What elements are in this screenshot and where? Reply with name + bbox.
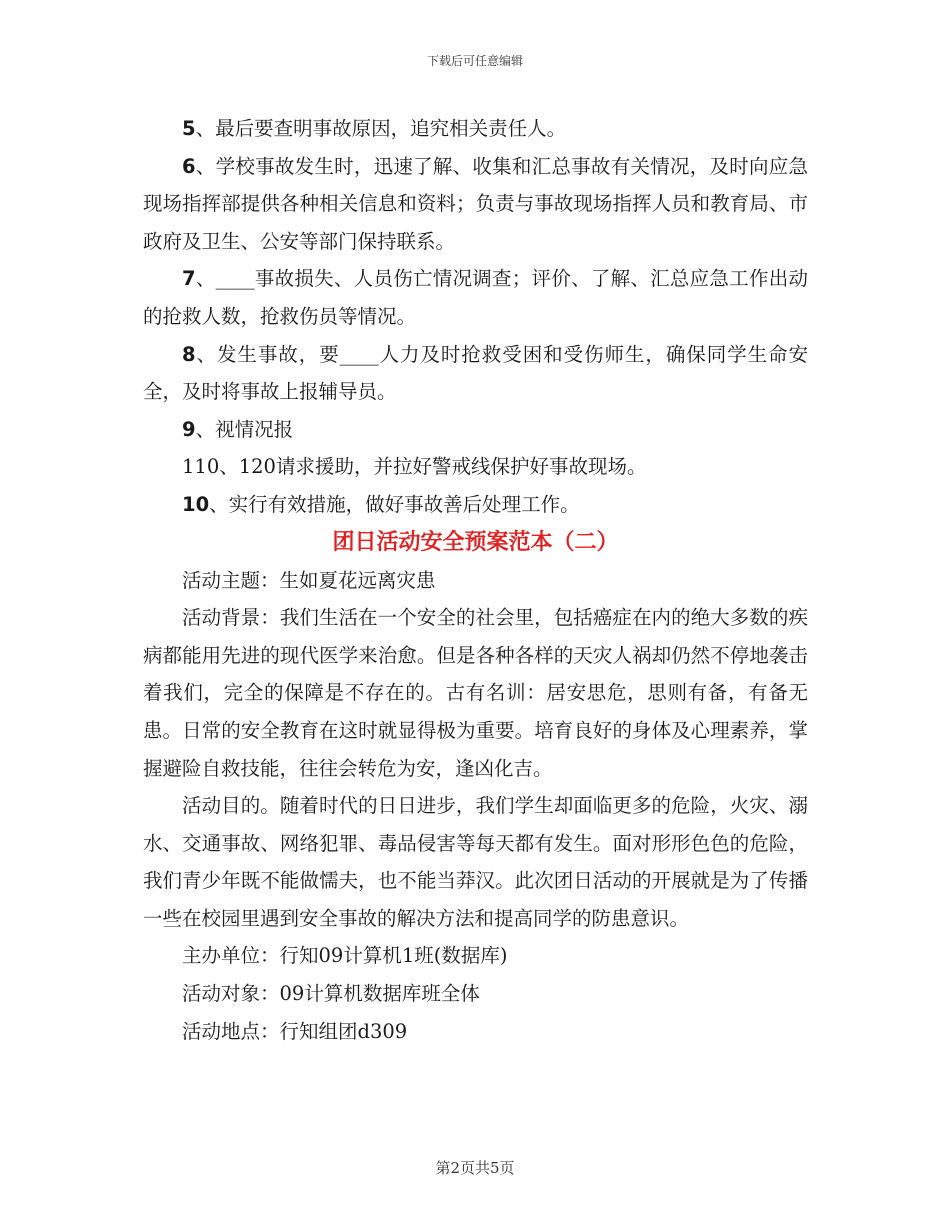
list-item [143,148,808,261]
emergency-numbers-line: 110、120请求援助，并拉好警戒线保护好事故现场。 [182,455,647,479]
page-number: 第2页共5页 [435,1159,515,1177]
item-number: 8 [182,342,196,366]
item-number: 9 [182,417,196,441]
list-item [143,260,808,335]
list-item [143,486,808,524]
item-text: 、发生事故，要____人力及时抢救受困和受伤师生，确保同学生命安全，及时将事故上报辅导员。 [143,342,808,404]
item-text: 、____事故损失、人员伤亡情况调查；评价、了解、汇总应急工作出动的抢救人数，抢救伤员等情况。 [143,267,808,328]
item-text: 、学校事故发生时，迅速了解、收集和汇总事故有关情况，及时向应急现场指挥部提供各种相关信息和资料；负责与事故现场指挥人员和教育局、市政府及卫生、公安等部门保持联系。 [143,154,808,253]
item-text: 、实行有效措施，做好事故善后处理工作。 [209,492,580,516]
activity-audience: 活动对象：09计算机数据库班全体 [182,982,480,1006]
item-number: 7 [182,267,196,291]
document-body [143,110,808,1050]
item-text: 、最后要查明事故原因，追究相关责任人。 [195,117,567,140]
page-header-note: 下载后可任意编辑 [426,54,523,68]
item-number: 6 [182,154,196,178]
list-item [143,336,808,411]
activity-purpose: 活动目的。随着时代的日日进步，我们学生却面临更多的危险，火灾、溺水、交通事故、网络犯罪、毒品侵害等每天都有发生。面对形形色色的危险，我们青少年既不能做懦夫，也不能当莽汉。此次团日活动的开展就是为了传播一些在校园里遇到安全事故的解决方法和提高同学的防患意识。 [143,794,808,930]
item-text: 、视情况报 [195,417,294,441]
activity-theme: 活动主题：生如夏花远离灾患 [182,568,436,592]
list-item [143,411,808,449]
activity-organizer: 主办单位：行知09计算机1班(数据库) [182,944,508,968]
item-number: 10 [182,492,210,516]
activity-location: 活动地点：行知组团d309 [182,1019,408,1043]
item-number: 5 [182,117,196,140]
section-title: 团日活动安全预案范本（二） [332,529,619,555]
list-item [143,110,808,148]
activity-background: 活动背景：我们生活在一个安全的社会里，包括癌症在内的绝大多数的疾病都能用先进的现代医学来治愈。但是各种各样的天灾人祸却仍然不停地袭击着我们，完全的保障是不存在的。古有名训：居安思危，思则有备，有备无患。日常的安全教育在这时就显得极为重要。培育良好的身体及心理素养，掌握避险自救技能，往往会转危为安，逢凶化吉。 [143,606,808,780]
